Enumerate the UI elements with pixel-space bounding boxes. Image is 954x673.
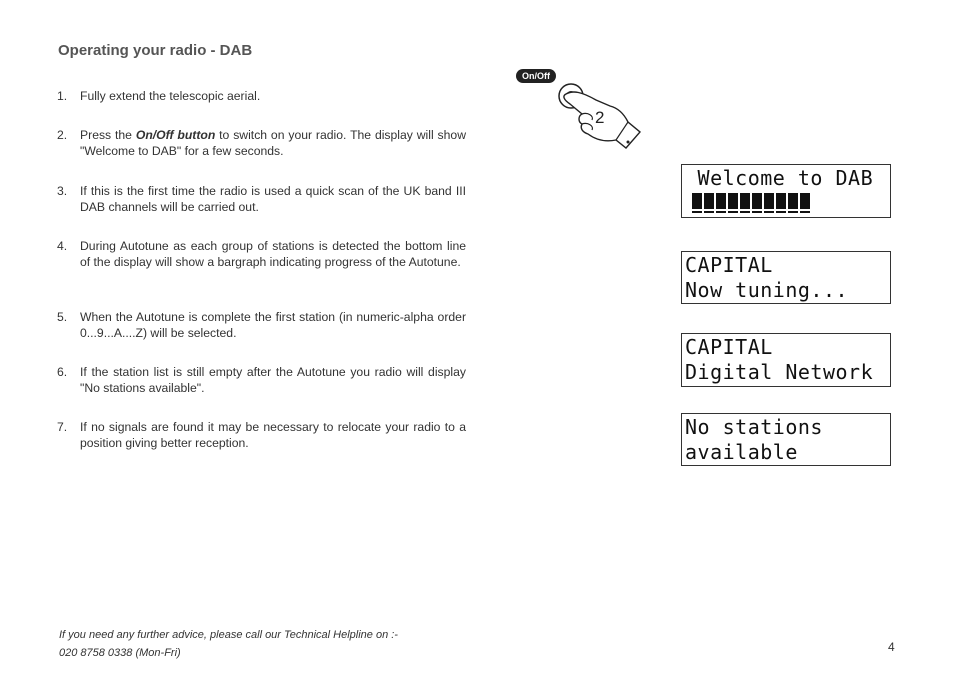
lcd-display-tuning — [681, 251, 891, 304]
bargraph-segment — [728, 193, 738, 211]
lcd-line-1: Welcome to DAB — [685, 166, 874, 190]
onoff-button-reference: On/Off button — [135, 128, 216, 142]
lcd-line-2: available — [685, 440, 798, 464]
lcd-line-2: Digital Network — [685, 360, 874, 384]
step-text: If the station list is still empty after the Autotune you radio will display "No stations available". — [80, 365, 466, 395]
bargraph-segment — [716, 193, 726, 211]
bargraph-segment — [788, 193, 798, 211]
step-text-part: to switch on your radio. The display will show "Welcome to DAB" for a few seconds. — [80, 128, 466, 158]
lcd-line-1: No stations — [685, 415, 823, 439]
page-number: 4 — [888, 640, 895, 654]
step-text-part: Press the — [80, 128, 136, 142]
bargraph-segment — [764, 193, 774, 211]
step-number-label: 2 — [595, 108, 605, 127]
bargraph-segment — [752, 193, 762, 211]
step-number: 1. — [57, 89, 68, 103]
lcd-display-no-stations — [681, 413, 891, 466]
helpline-phone: 020 8758 0338 (Mon-Fri) — [59, 647, 181, 659]
step-text: Fully extend the telescopic aerial. — [80, 89, 261, 103]
pressing-hand-icon — [548, 78, 644, 152]
helpline-text: If you need any further advice, please call our Technical Helpline on :- — [59, 629, 398, 641]
step-text: If no signals are found it may be necessary to relocate your radio to a position giving better reception. — [80, 420, 466, 450]
step-number: 3. — [57, 184, 68, 198]
lcd-display-welcome — [681, 164, 891, 218]
onoff-button-badge: On/Off — [516, 69, 556, 83]
bargraph-segment — [800, 193, 810, 211]
bargraph-segment — [704, 193, 714, 211]
step-number: 2. — [57, 128, 68, 142]
progress-bargraph — [692, 193, 810, 211]
step-text: If this is the first time the radio is used a quick scan of the UK band III DAB channels will be carried out. — [80, 184, 466, 214]
bargraph-segment — [740, 193, 750, 211]
page-title: Operating your radio - DAB — [58, 42, 253, 59]
lcd-line-2: Now tuning... — [685, 278, 849, 302]
bargraph-segment — [692, 193, 702, 211]
step-text: During Autotune as each group of stations is detected the bottom line of the display will show a bargraph indicating progress of the Autotune. — [80, 239, 466, 269]
step-number: 4. — [57, 239, 68, 253]
step-text — [80, 127, 466, 159]
lcd-line-1: CAPITAL — [685, 253, 773, 277]
step-text: When the Autotune is complete the first station (in numeric-alpha order 0...9...A....Z) will be selected. — [80, 310, 466, 340]
lcd-line-1: CAPITAL — [685, 335, 773, 359]
lcd-display-station — [681, 333, 891, 387]
bargraph-segment — [776, 193, 786, 211]
step-number: 6. — [57, 365, 68, 379]
step-number: 5. — [57, 310, 68, 324]
step-number: 7. — [57, 420, 68, 434]
